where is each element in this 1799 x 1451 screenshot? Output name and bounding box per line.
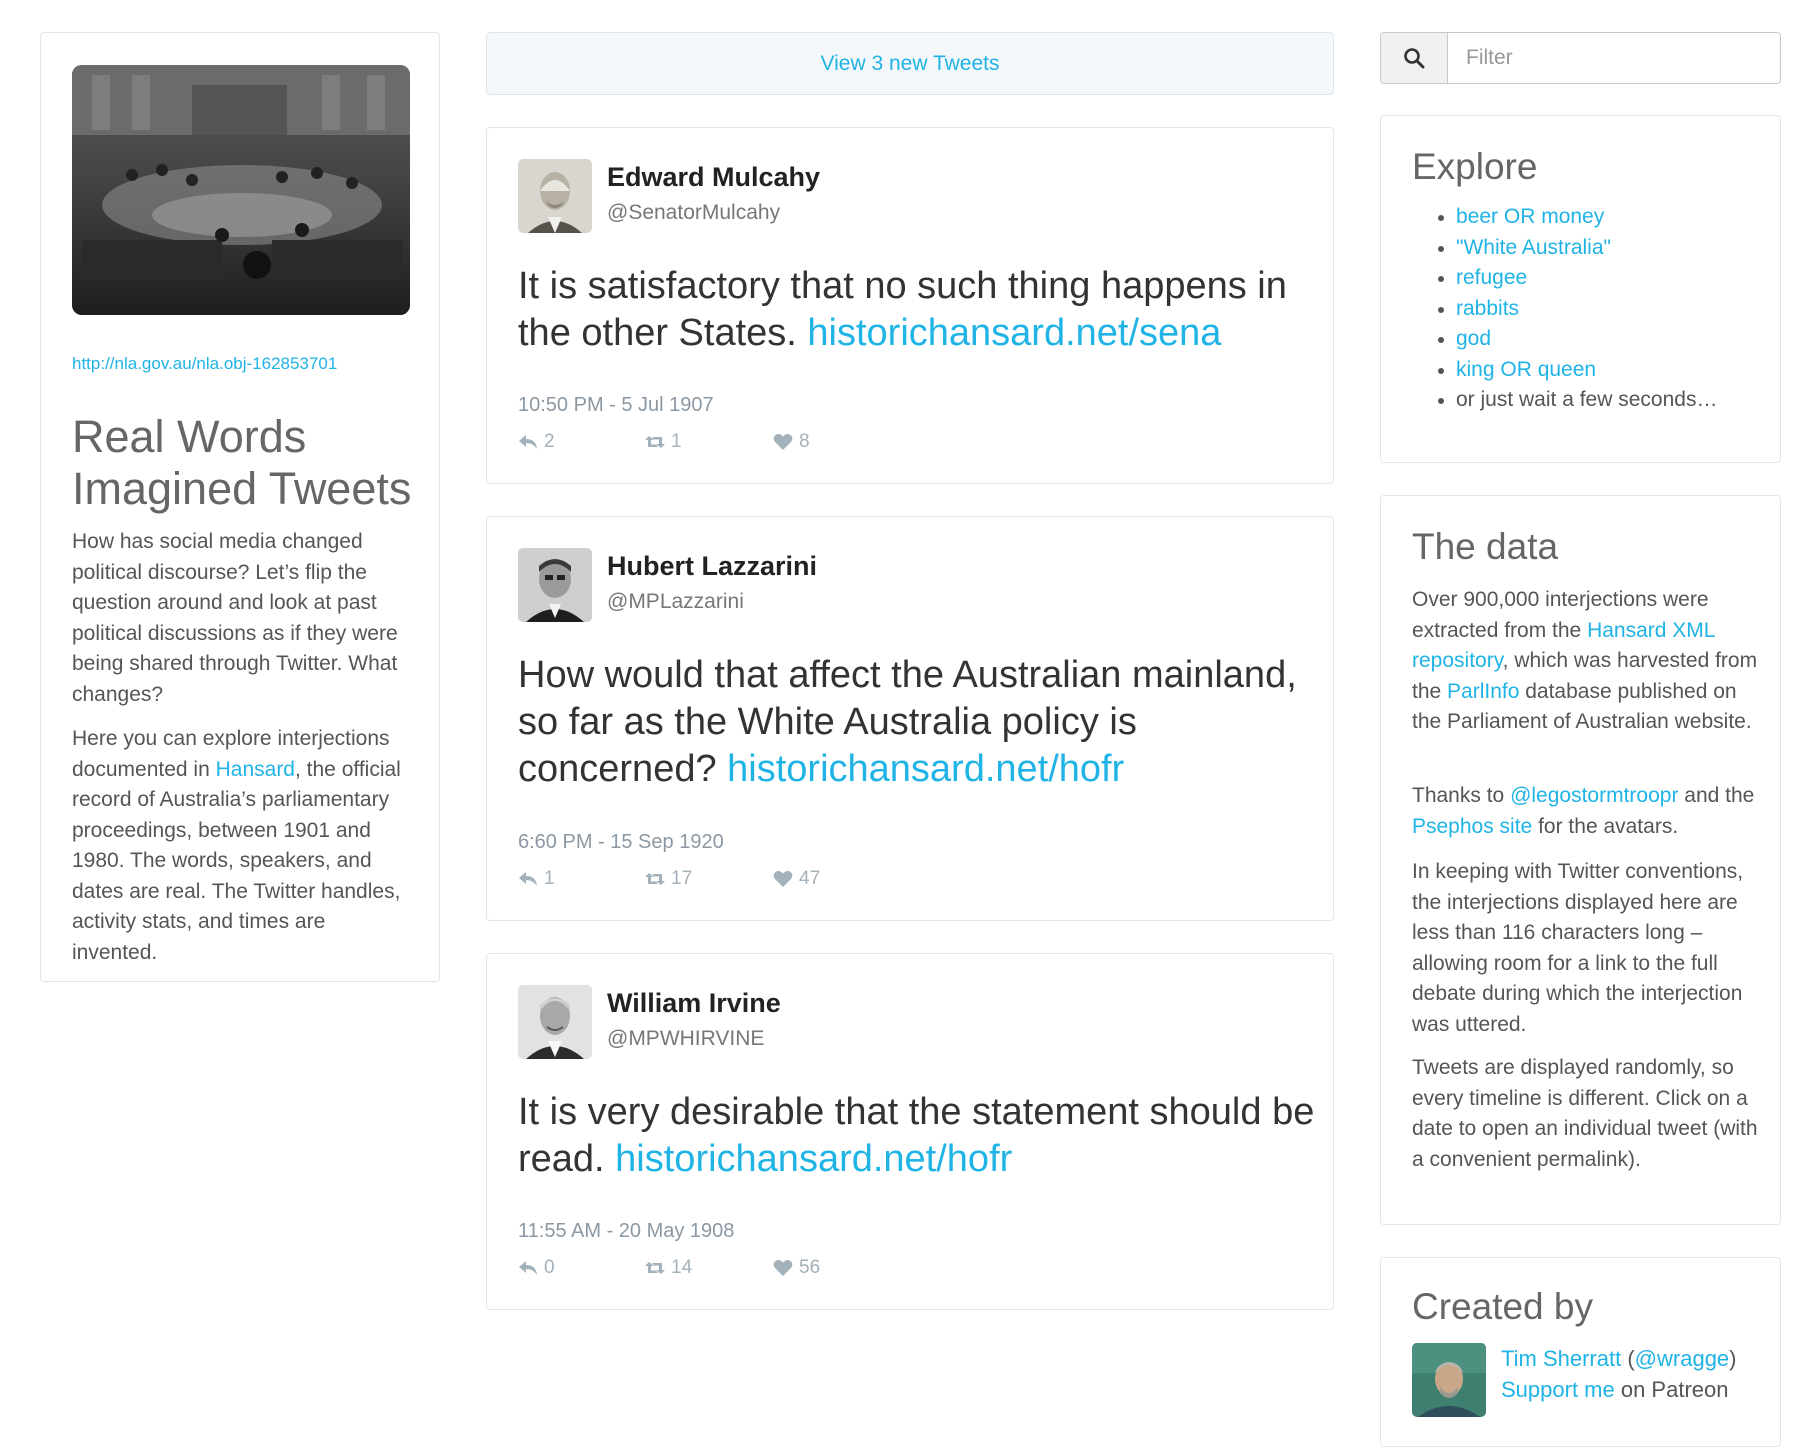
intro-paragraph-1: How has social media changed political discourse? Let’s flip the question around and look at past political discussions as if they were being shared through Twitter. What changes? <box>72 530 398 706</box>
reply-icon <box>518 433 538 451</box>
created-by-card <box>1380 1257 1781 1447</box>
explore-title: Explore <box>1412 146 1538 187</box>
explore-link[interactable]: beer OR money <box>1456 205 1605 228</box>
created-by-title: Created by <box>1412 1286 1593 1327</box>
tweet-author-name[interactable]: William Irvine <box>607 988 781 1018</box>
explore-card <box>1380 115 1781 463</box>
hansard-xml-link[interactable]: Hansard XML repository <box>1412 618 1715 672</box>
filter-input[interactable] <box>1448 33 1780 83</box>
list-item <box>1456 324 1717 355</box>
reply-button[interactable] <box>518 1257 555 1279</box>
tweet-text <box>518 1089 1318 1183</box>
retweet-button[interactable] <box>645 868 692 890</box>
like-button[interactable] <box>773 868 820 890</box>
data-paragraph-4: Tweets are displayed randomly, so every timeline is different. Click on a date to open an individual tweet (with a convenient permalink). <box>1412 1056 1758 1171</box>
reply-count: 1 <box>544 868 555 889</box>
like-count: 56 <box>799 1257 821 1278</box>
intro-text: Here you can explore interjections documented in <box>72 727 390 781</box>
creator-line <box>1501 1346 1737 1372</box>
tweet-stats <box>518 431 918 455</box>
like-count: 47 <box>799 868 821 889</box>
tweet-text <box>518 652 1318 793</box>
heart-icon <box>773 870 793 888</box>
support-line <box>1501 1377 1728 1403</box>
retweet-count: 1 <box>671 431 682 452</box>
like-button[interactable] <box>773 431 810 453</box>
view-new-tweets-button[interactable]: View 3 new Tweets <box>486 32 1334 95</box>
support-link[interactable]: Support me <box>1501 1377 1615 1402</box>
reply-button[interactable] <box>518 868 555 890</box>
avatar[interactable] <box>518 548 592 622</box>
tweet-card <box>486 953 1334 1310</box>
data-text: Thanks to <box>1412 784 1511 807</box>
tweet-body: It is very desirable that the statement should be read. <box>518 1091 1315 1180</box>
data-text: Over 900,000 interjections were extracted from the <box>1412 588 1709 642</box>
tweet-card <box>486 516 1334 921</box>
explore-note: or just wait a few seconds… <box>1456 385 1717 416</box>
tweet-body: It is satisfactory that no such thing happens in the other States. <box>518 265 1287 354</box>
data-paragraph-3: In keeping with Twitter conventions, the interjections displayed here are less than 116 characters long – allowing room for a link to the full debate during which the interjection was uttered. <box>1412 860 1744 1036</box>
retweet-button[interactable] <box>645 1257 692 1279</box>
photo-source-link[interactable]: http://nla.gov.au/nla.obj-162853701 <box>72 354 338 373</box>
explore-link[interactable]: king OR queen <box>1456 357 1597 381</box>
tweet-link[interactable]: historichansard.net/sena <box>807 312 1222 354</box>
retweet-button[interactable] <box>645 431 682 453</box>
intro-text: , the official record of Australia’s parliamentary proceedings, between 1901 and 1980. The words, speakers, and dates are real. The Twitter handles, activity stats, and times are invented. <box>72 757 401 964</box>
explore-link[interactable]: god <box>1456 327 1492 350</box>
tweet-author-handle[interactable]: @SenatorMulcahy <box>607 201 781 224</box>
tweet-text <box>518 263 1318 357</box>
avatar[interactable] <box>518 159 592 233</box>
tweet-body: How would that affect the Australian mainland, so far as the White Australia policy is concerned? <box>518 654 1297 790</box>
explore-link[interactable]: refugee <box>1456 266 1528 289</box>
data-paragraph-1 <box>1412 585 1762 738</box>
like-count: 8 <box>799 431 810 452</box>
reply-button[interactable] <box>518 431 555 453</box>
list-item <box>1456 294 1717 325</box>
data-title: The data <box>1412 526 1559 567</box>
legostormtroopr-link[interactable]: @legostormtroopr <box>1510 784 1679 807</box>
tweet-timestamp[interactable]: 6:60 PM - 15 Sep 1920 <box>518 831 724 853</box>
creator-name-link[interactable]: Tim Sherratt <box>1501 1346 1622 1371</box>
data-text: and the <box>1678 784 1755 807</box>
retweet-count: 17 <box>671 868 693 889</box>
avatar[interactable] <box>518 985 592 1059</box>
reply-icon <box>518 1259 538 1277</box>
reply-count: 2 <box>544 431 555 452</box>
site-title: Real Words Imagined Tweets <box>72 411 412 514</box>
heart-icon <box>773 433 793 451</box>
tweet-author-handle[interactable]: @MPWHIRVINE <box>607 1027 765 1050</box>
tweet-author-handle[interactable]: @MPLazzarini <box>607 590 744 613</box>
data-text: , which was harvested from the <box>1412 649 1758 703</box>
tweet-stats <box>518 1257 918 1281</box>
data-card <box>1380 495 1781 1225</box>
retweet-count: 14 <box>671 1257 693 1278</box>
list-item <box>1456 355 1717 386</box>
support-text: on Patreon <box>1614 1377 1729 1402</box>
tweet-author-name[interactable]: Hubert Lazzarini <box>607 551 818 581</box>
search-icon <box>1403 47 1425 69</box>
paren: ( <box>1621 1346 1635 1371</box>
retweet-icon <box>645 433 665 451</box>
search-button[interactable] <box>1381 33 1448 83</box>
parlinfo-link[interactable]: ParlInfo <box>1447 679 1520 703</box>
tweet-stats <box>518 868 918 892</box>
paren: ) <box>1729 1346 1737 1371</box>
retweet-icon <box>645 870 665 888</box>
tweet-link[interactable]: historichansard.net/hofr <box>727 748 1125 790</box>
psephos-link[interactable]: Psephos site <box>1412 814 1533 838</box>
intro-paragraph-2 <box>72 724 412 968</box>
filter-search <box>1380 32 1781 84</box>
list-item <box>1456 202 1717 233</box>
reply-count: 0 <box>544 1257 555 1278</box>
tweet-author-name[interactable]: Edward Mulcahy <box>607 162 821 192</box>
hansard-link[interactable]: Hansard <box>215 757 295 781</box>
avatar[interactable] <box>1412 1343 1486 1417</box>
data-text: database published on the Parliament of Australian website. <box>1412 679 1752 733</box>
parliament-photo[interactable] <box>72 65 410 315</box>
creator-handle-link[interactable]: @wragge <box>1634 1346 1730 1371</box>
explore-link[interactable]: "White Australia" <box>1456 235 1611 259</box>
intro-card <box>40 32 440 982</box>
explore-list <box>1456 202 1717 416</box>
list-item <box>1456 263 1717 294</box>
reply-icon <box>518 870 538 888</box>
data-text: for the avatars. <box>1532 814 1679 838</box>
data-paragraph-2 <box>1412 781 1762 842</box>
tweet-timestamp[interactable]: 11:55 AM - 20 May 1908 <box>518 1220 735 1242</box>
tweet-timestamp[interactable]: 10:50 PM - 5 Jul 1907 <box>518 394 714 416</box>
explore-link[interactable]: rabbits <box>1456 296 1520 320</box>
tweet-link[interactable]: historichansard.net/hofr <box>615 1138 1013 1180</box>
retweet-icon <box>645 1259 665 1277</box>
like-button[interactable] <box>773 1257 820 1279</box>
heart-icon <box>773 1259 793 1277</box>
list-item <box>1456 233 1717 264</box>
tweet-card <box>486 127 1334 484</box>
